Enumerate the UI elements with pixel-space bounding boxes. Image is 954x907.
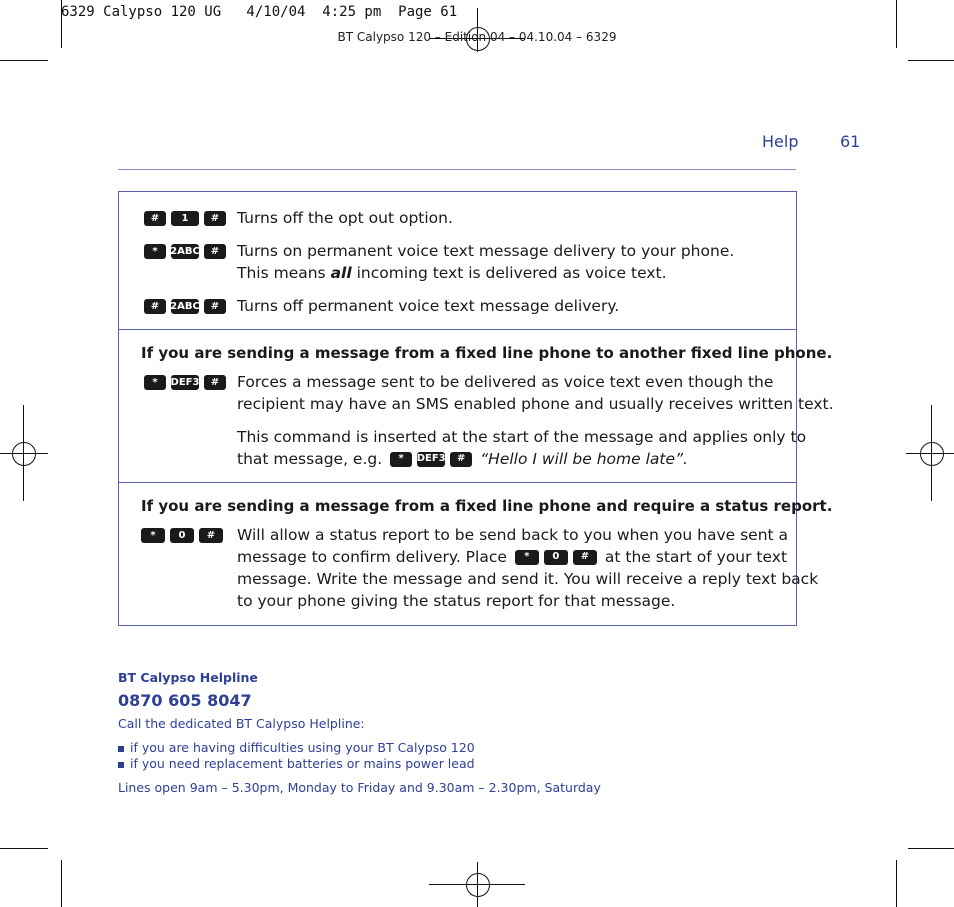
section-divider [119, 482, 796, 483]
star-key: * [390, 452, 412, 467]
command-description: Turns off the opt out option. [237, 209, 453, 227]
hash-key: # [450, 452, 472, 467]
hash-key: # [204, 299, 226, 314]
helpline-intro: Call the dedicated BT Calypso Helpline: [118, 716, 365, 731]
crop-mark [61, 860, 62, 907]
command-description: This command is inserted at the start of the message and applies only to [237, 428, 807, 446]
bullet-icon [118, 746, 124, 752]
registration-circle [466, 873, 490, 897]
command-description: to your phone giving the status report for that message. [237, 592, 676, 610]
two-key: 2ABC [171, 299, 199, 314]
crop-mark [896, 860, 897, 907]
three-key: DEF3 [417, 452, 445, 467]
helpline-title: BT Calypso Helpline [118, 670, 258, 685]
star-key: * [144, 244, 166, 259]
three-key: DEF3 [171, 375, 199, 390]
key-sequence [390, 452, 472, 467]
section-title: Help [762, 132, 799, 151]
page-number: 61 [840, 132, 861, 151]
key-sequence [144, 375, 226, 390]
crop-mark [908, 60, 954, 61]
key-sequence [515, 550, 597, 565]
commands-box [118, 191, 834, 626]
command-description: Turns on permanent voice text message delivery to your phone. [237, 242, 735, 260]
hash-key: # [573, 550, 597, 565]
star-key: * [515, 550, 539, 565]
edition-line: BT Calypso 120 – Edition 04 – 04.10.04 – 6329 [337, 30, 617, 44]
section-heading: If you are sending a message from a fixed line phone to another fixed line phone. [141, 344, 833, 362]
zero-key: 0 [170, 528, 194, 543]
hash-key: # [199, 528, 223, 543]
command-description: Forces a message sent to be delivered as voice text even though the [237, 373, 774, 391]
example-message: “Hello I will be home late”. [480, 450, 688, 468]
key-sequence [144, 299, 226, 314]
helpline-phone: 0870 605 8047 [118, 691, 252, 710]
hash-key: # [144, 211, 166, 226]
command-description: recipient may have an SMS enabled phone and usually receives written text. [237, 395, 834, 413]
helpline-bullet: if you are having difficulties using your BT Calypso 120 [118, 740, 475, 755]
helpline-bullet: if you need replacement batteries or mains power lead [118, 756, 475, 771]
zero-key: 0 [544, 550, 568, 565]
command-description: Will allow a status report to be send back to you when you have sent a [237, 526, 789, 544]
print-slug: 6329 Calypso 120 UG 4/10/04 4:25 pm Page 61 [61, 4, 458, 20]
command-description: message to confirm delivery. Place * 0 # at the start of your text [237, 548, 788, 566]
command-example: that message, e.g. * DEF3 # “Hello I will be home late”. [237, 450, 688, 468]
key-sequence [144, 244, 226, 259]
registration-circle [12, 442, 36, 466]
section-divider [119, 329, 796, 330]
section-heading: If you are sending a message from a fixed line phone and require a status report. [141, 497, 833, 515]
two-key: 2ABC [171, 244, 199, 259]
hash-key: # [204, 211, 226, 226]
registration-circle [920, 442, 944, 466]
crop-mark [908, 848, 954, 849]
star-key: * [144, 375, 166, 390]
hash-key: # [144, 299, 166, 314]
hash-key: # [204, 244, 226, 259]
one-key: 1 [171, 211, 199, 226]
crop-mark [0, 60, 48, 61]
key-sequence [144, 211, 226, 226]
command-description: This means all incoming text is delivered as voice text. [237, 264, 667, 282]
key-sequence [141, 528, 223, 543]
bullet-icon [118, 762, 124, 768]
hash-key: # [204, 375, 226, 390]
crop-mark [0, 848, 48, 849]
command-description: message. Write the message and send it. You will receive a reply text back [237, 570, 819, 588]
emphasis-all: all [330, 264, 352, 282]
star-key: * [141, 528, 165, 543]
header-rule [118, 169, 796, 170]
command-description: Turns off permanent voice text message delivery. [237, 297, 620, 315]
helpline-hours: Lines open 9am – 5.30pm, Monday to Friday and 9.30am – 2.30pm, Saturday [118, 780, 601, 795]
